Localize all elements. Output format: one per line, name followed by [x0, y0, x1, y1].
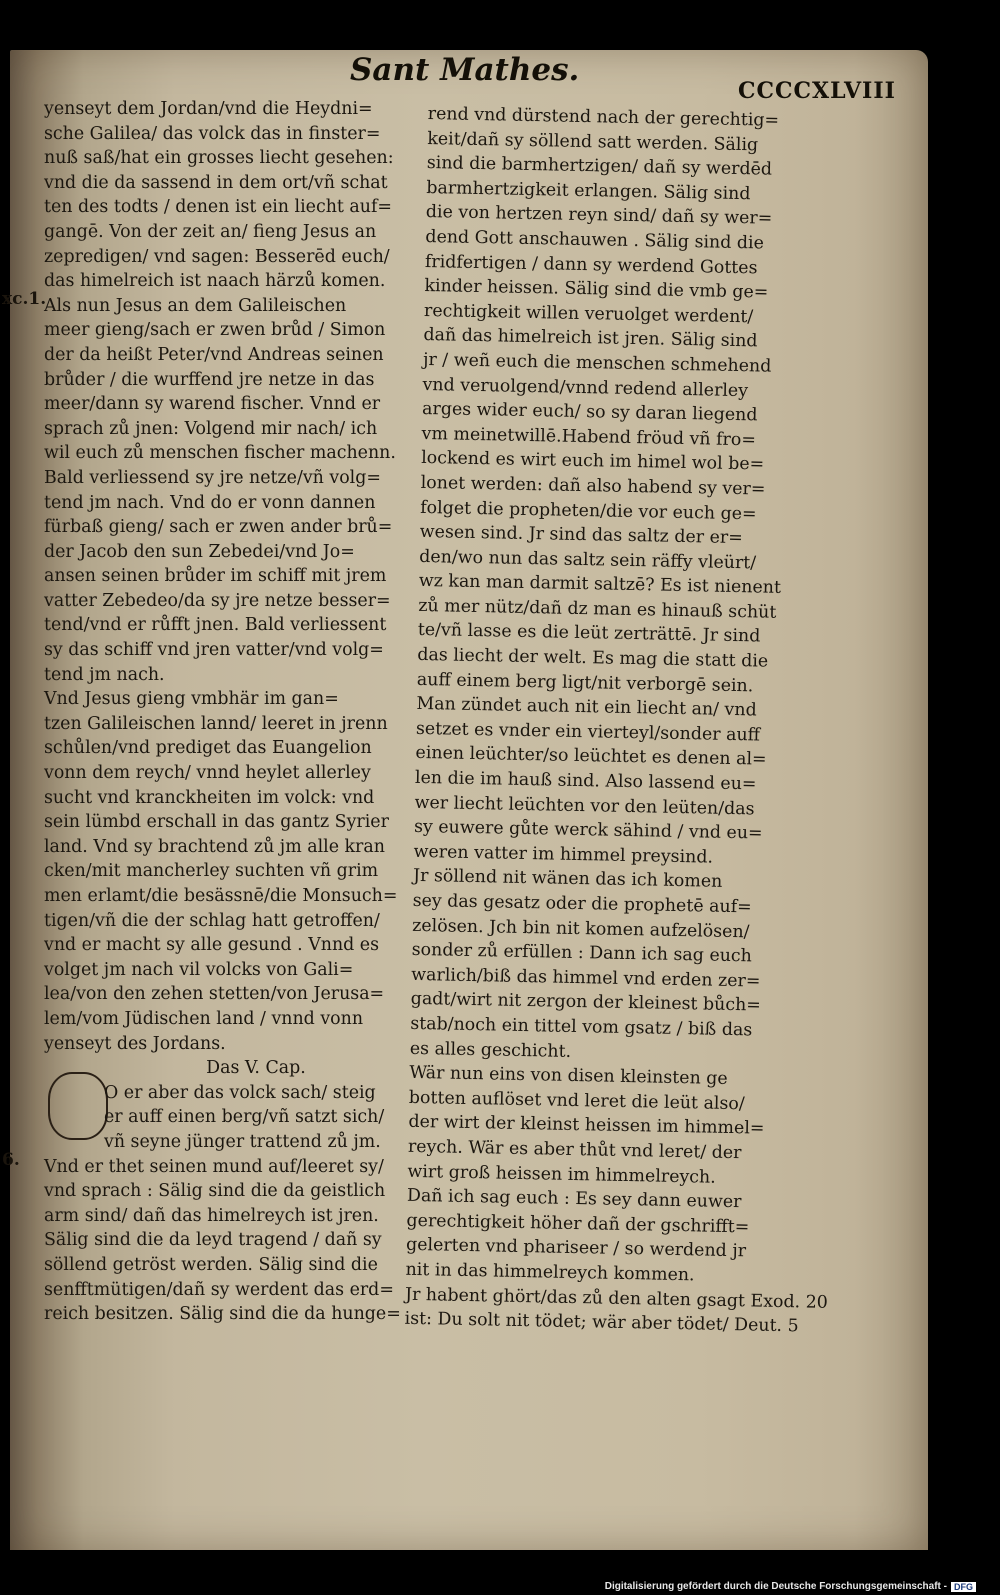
text-line: auff einem berg ligt/nit verborgē sein. [416, 669, 754, 697]
folio-number: CCCCXLVIII [738, 78, 896, 104]
text-line: schůlen/vnd prediget das Euangelion [44, 738, 372, 759]
text-line: tend/vnd er růfft jnen. Bald verliessent [44, 615, 387, 636]
text-line: Bald verliessend sy jre netze/vñ volg= [44, 467, 381, 488]
text-line: vnd sprach : Sälig sind die da geistlich [44, 1181, 386, 1202]
text-line: vonn dem reych/ vnnd heylet allerley [44, 763, 371, 784]
text-line: ist: Du solt nit tödet; wär aber tödet/ Deut. 5 [404, 1308, 799, 1337]
text-line: er auff einen berg/vñ satzt sich/ [104, 1107, 385, 1128]
text-line: barmhertzigkeit erlangen. Sälig sind [426, 177, 751, 204]
text-line: Als nun Jesus an dem Galileischen [44, 295, 347, 316]
text-line: sucht vnd kranckheiten im volck: vnd [44, 787, 375, 808]
text-line: sprach zů jnen: Volgend mir nach/ ich [44, 418, 378, 439]
dfg-logo: DFG [951, 1582, 976, 1592]
text-line: land. Vnd sy brachtend zů jm alle kran [44, 836, 385, 857]
footer-credit: Digitalisierung gefördert durch die Deutsche Forschungsgemeinschaft - [604, 1581, 947, 1592]
text-line: wesen sind. Jr sind das saltz der er= [419, 522, 743, 549]
text-line: Dañ ich sag euch : Es sey dann euwer [406, 1185, 742, 1213]
text-line: zepredigen/ vnd sagen: Besserēd euch/ [44, 246, 390, 267]
text-line: Jr söllend nit wänen das ich komen [412, 866, 723, 893]
text-line: vnd die da sassend in dem ort/vñ schat [44, 172, 388, 193]
text-line: es alles geschicht. [409, 1038, 572, 1062]
text-line: reych. Wär es aber thůt vnd leret/ der [407, 1136, 742, 1164]
text-line: ten des todts / denen ist ein liecht auf= [44, 197, 392, 218]
text-line: setzet es vnder ein vierteyl/sonder auff [415, 718, 761, 746]
margin-note-reference: xc.1. [2, 289, 47, 309]
text-line: nuß saß/hat ein grosses liecht gesehen: [44, 148, 394, 169]
text-line: rechtigkeit willen veruolget werdent/ [423, 300, 754, 328]
text-line: te/vñ lasse es die leüt zerträttē. Jr sind [417, 620, 761, 647]
text-line: men erlamt/die besässnē/die Monsuch= [44, 886, 398, 906]
text-line: meer/dann sy warend fischer. Vnnd er [44, 394, 381, 415]
text-line: arges wider euch/ so sy daran liegend [421, 399, 758, 426]
margin-note-reference: 6. [2, 1150, 20, 1170]
text-line: arm sind/ dañ das himelreych ist jren. [44, 1205, 379, 1226]
text-line: lem/vom Jüdischen land / vnnd vonn [44, 1008, 364, 1029]
text-line: fridfertigen / dann sy werdend Gottes [424, 251, 758, 278]
text-line: wer liecht leüchten vor den leüten/das [414, 792, 755, 820]
text-line: tend jm nach. [44, 664, 165, 685]
text-line: Vnd Jesus gieng vmbhär im gan= [44, 689, 339, 710]
right-text-column [404, 102, 898, 1340]
text-line: tigen/vñ die der schlag hatt getroffen/ [44, 910, 380, 931]
text-line: das liecht der welt. Es mag die statt die [417, 644, 769, 672]
text-line: dañ das himelreich ist jren. Sälig sind [423, 325, 758, 352]
text-line: folget die propheten/die vor euch ge= [420, 497, 757, 524]
text-line: Vnd er thet seinen mund auf/leeret sy/ [44, 1156, 384, 1177]
text-line: wz kan man darmit saltzē? Es ist nienent [418, 571, 782, 599]
text-line: sein lümbd erschall in das gantz Syrier [44, 812, 389, 833]
text-line: weren vatter im himmel preysind. [413, 841, 714, 868]
text-line: Wär nun eins von disen kleinsten ge [409, 1062, 728, 1090]
text-line: rend vnd dürstend nach der gerechtig= [427, 103, 780, 131]
text-line: vnd er macht sy alle gesund . Vnnd es [44, 935, 380, 956]
text-line: brůder / die wurffend jre netze in das [44, 369, 375, 390]
text-line: der da heißt Peter/vnd Andreas seinen [44, 344, 384, 365]
text-line: wil euch zů menschen fischer machenn. [44, 443, 396, 464]
text-line: gelerten vnd phariseer / so werdend jr [405, 1235, 747, 1262]
text-line: der Jacob den sun Zebedei/vnd Jo= [44, 541, 355, 562]
text-line: zů mer nütz/dañ dz man es hinauß schüt [418, 595, 777, 623]
text-line: der wirt der kleinst heissen im himmel= [408, 1112, 765, 1139]
text-line: das himelreich ist naach härzů komen. [44, 271, 386, 292]
left-text-column [44, 97, 448, 1327]
text-line: vñ seyne jünger trattend zů jm. [104, 1131, 381, 1152]
running-head-title: Sant Mathes. [350, 52, 580, 88]
text-line: sonder zů erfüllen : Dann ich sag euch [411, 940, 753, 967]
text-line: len die im hauß sind. Also lassend eu= [414, 767, 757, 795]
text-line: meer gieng/sach er zwen brůd / Simon [44, 320, 386, 341]
text-line: einen leüchter/so leüchtet es denen al= [415, 743, 767, 771]
text-line: yenseyt des Jordans. [44, 1033, 226, 1054]
text-line: tend jm nach. Vnd do er vonn dannen [44, 492, 376, 513]
text-line: gerechtigkeit höher dañ der gschrifft= [406, 1210, 750, 1238]
text-line: Man zündet auch nit ein liecht an/ vnd [416, 694, 757, 721]
text-line: kinder heissen. Sälig sind die vmb ge= [424, 276, 769, 303]
text-line: tzen Galileischen lannd/ leeret in jrenn [44, 713, 388, 734]
text-line: die von hertzen reyn sind/ dañ sy wer= [425, 202, 773, 230]
digitization-footer [605, 1581, 976, 1592]
text-line: ansen seinen brůder im schiff mit jrem [44, 566, 387, 587]
text-line: O er aber das volck sach/ steig [104, 1082, 376, 1103]
text-line: sind die barmhertzigen/ dañ sy werdēd [426, 153, 773, 180]
text-line: sey das gesatz oder die prophetē auf= [412, 890, 752, 918]
text-line: volget jm nach vil volcks von Gali= [44, 959, 354, 980]
text-line: lea/von den zehen stetten/von Jerusa= [44, 984, 385, 1005]
text-line: cken/mit mancherley suchten vñ grim [44, 861, 379, 882]
text-line: vnd veruolgend/vnnd redend allerley [422, 374, 749, 401]
text-line: wirt groß heissen im himmelreych. [407, 1161, 716, 1188]
text-line: Sälig sind die da leyd tragend / dañ sy [44, 1230, 382, 1251]
text-line: senfftmütigen/dañ sy werdent das erd= [44, 1279, 394, 1300]
text-line: jr / weñ euch die menschen schmehend [422, 349, 772, 377]
text-line: fürbaß gieng/ sach er zwen ander brů= [44, 517, 393, 538]
text-line: reich besitzen. Sälig sind die da hunge= [44, 1304, 401, 1325]
text-line: gangē. Von der zeit an/ fieng Jesus an [44, 221, 377, 242]
text-line: sy euwere gůte werck sähind / vnd eu= [413, 817, 763, 844]
text-line: vm meinetwillē.Habend fröud vñ fro= [421, 423, 757, 451]
text-line: nit in das himmelreych kommen. [405, 1259, 695, 1286]
text-line: söllend getröst werden. Sälig sind die [44, 1254, 378, 1275]
text-line: sche Galilea/ das volck das in finster= [44, 123, 381, 144]
text-line: vatter Zebedeo/da sy jre netze besser= [44, 590, 391, 611]
text-line: lonet werden: dañ also habend sy ver= [420, 472, 766, 500]
text-line: den/wo nun das saltz sein räffy vleürt/ [419, 546, 757, 574]
text-line: yenseyt dem Jordan/vnd die Heydni= [44, 99, 373, 119]
text-line: botten auflöset vnd leret die leüt also/ [408, 1087, 745, 1115]
text-line: gadt/wirt nit zergon der kleinest bůch= [410, 989, 762, 1016]
text-line: stab/noch ein tittel vom gsatz / biß das [410, 1013, 753, 1041]
text-line: warlich/biß das himmel vnd erden zer= [411, 964, 761, 992]
text-line: zelösen. Jch bin nit komen aufzelösen/ [411, 915, 750, 942]
text-line: Jr habent ghört/das zů den alten gsagt Exod. 20 [404, 1284, 829, 1313]
text-line: sy das schiff vnd jren vatter/vnd volg= [44, 640, 384, 661]
chapter-heading: Das V. Cap. [206, 1058, 306, 1079]
text-line: lockend es wirt euch im himel wol be= [420, 448, 765, 475]
text-line: dend Gott anschauwen . Sälig sind die [425, 226, 765, 254]
text-line: keit/dañ sy söllend satt werden. Sälig [427, 128, 759, 155]
